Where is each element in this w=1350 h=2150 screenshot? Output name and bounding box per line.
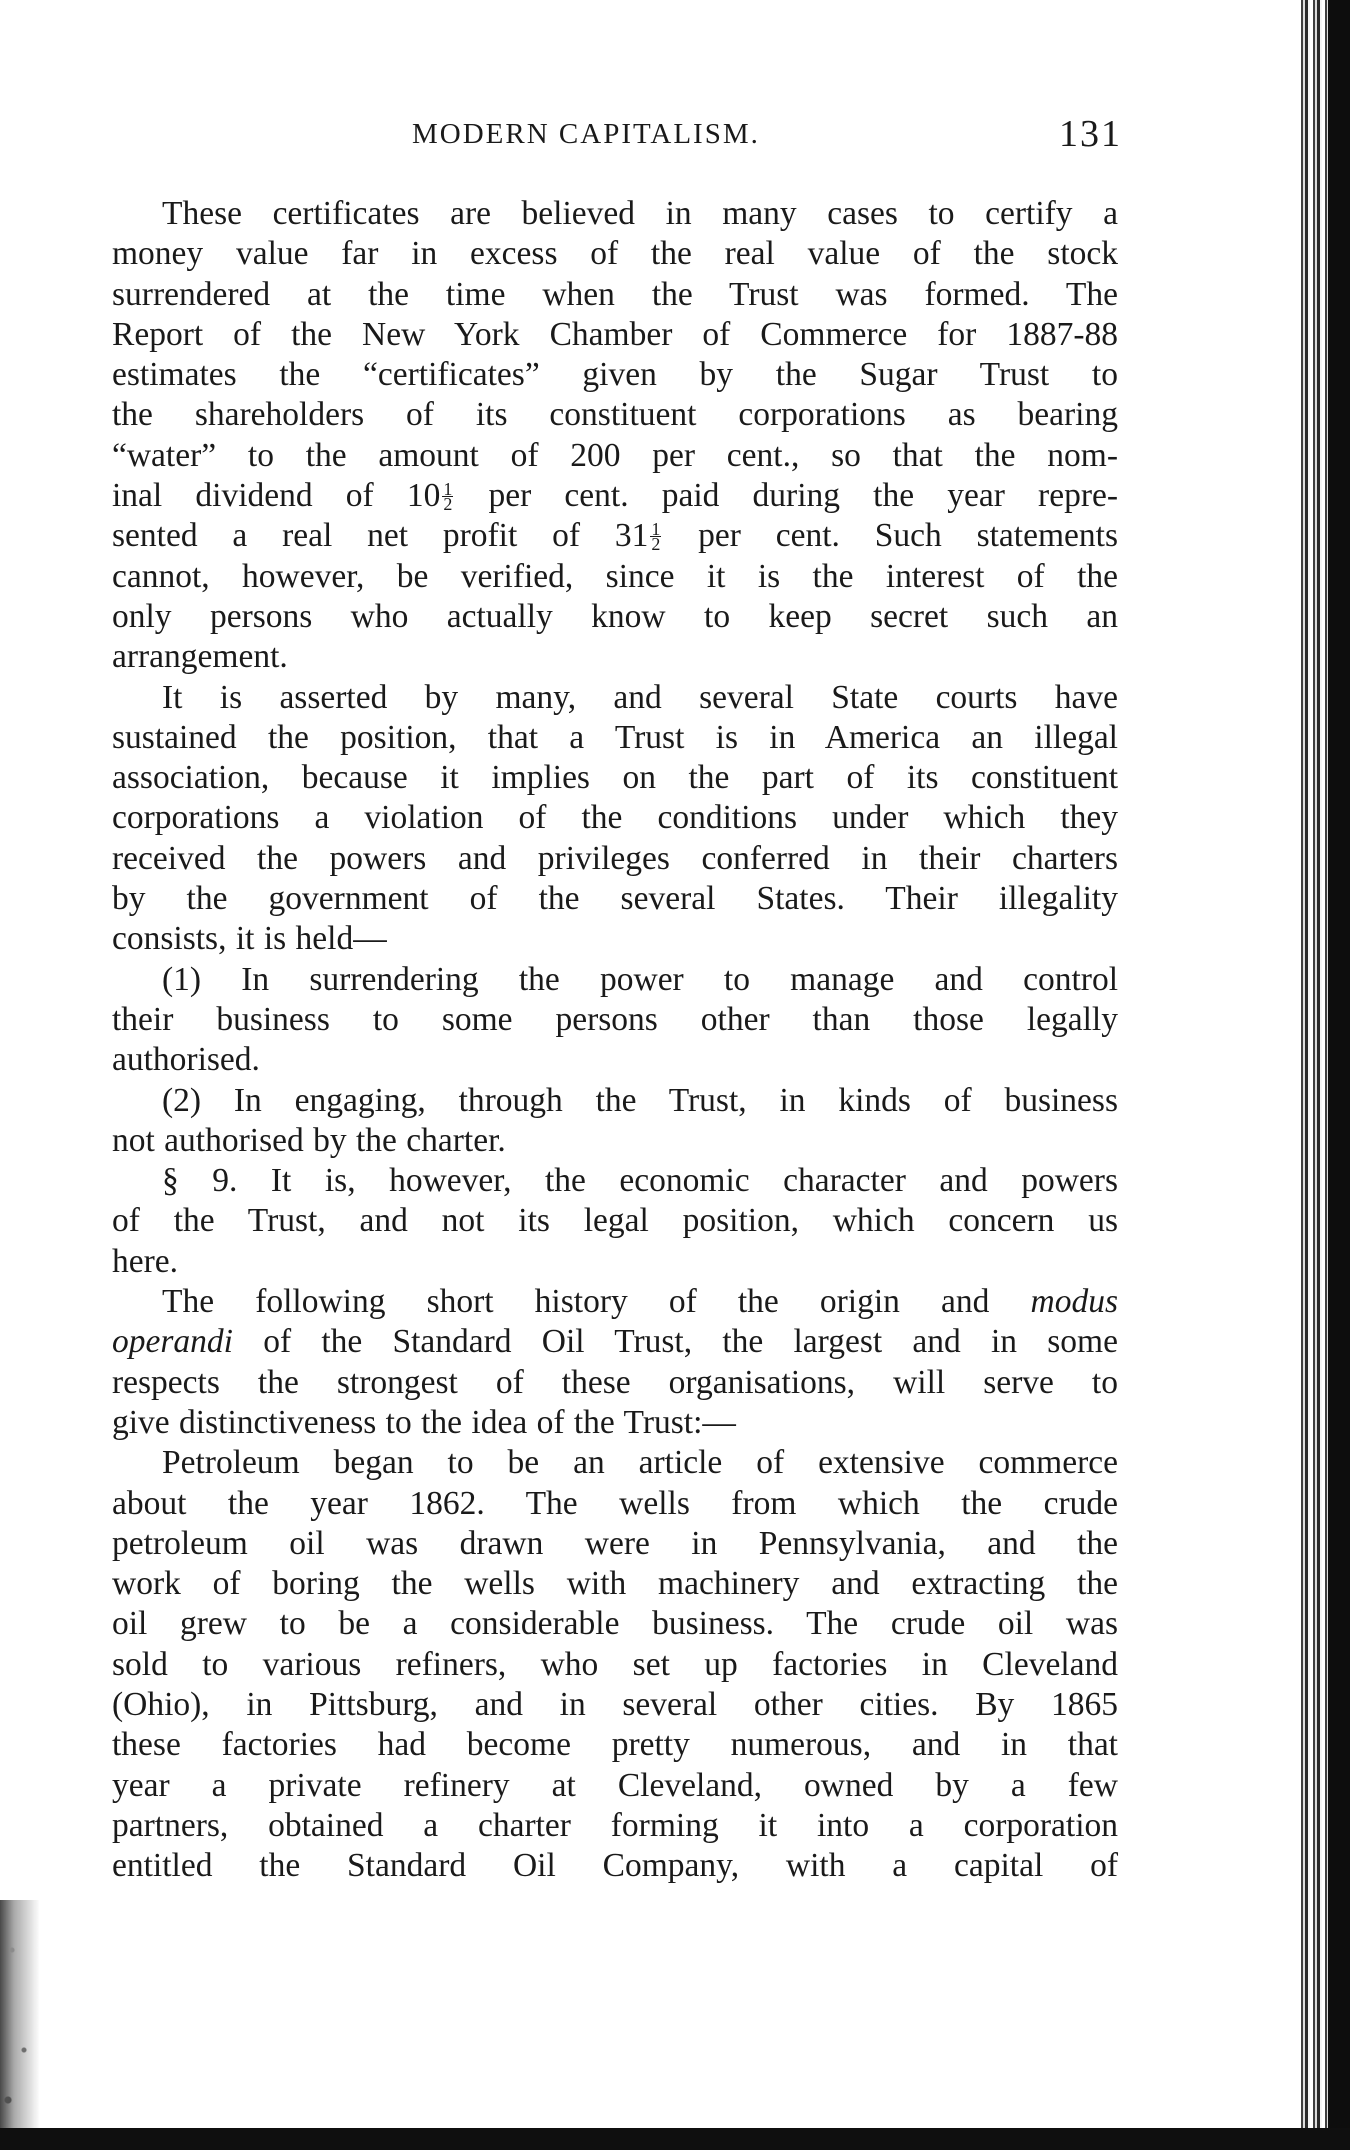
text-line: received the powers and privileges conferred in their charters — [112, 839, 1118, 877]
text-segment: inal dividend of 10 — [112, 477, 441, 515]
text-line — [112, 1282, 1118, 1322]
paragraph-certificates — [112, 194, 1118, 678]
text-line: consists, it is held— — [112, 920, 387, 958]
text-line: entitled the Standard Oil Company, with a capital of — [112, 1847, 1118, 1885]
text-line: money value far in excess of the real value of the stock — [112, 235, 1118, 273]
fraction-denominator: 2 — [443, 494, 453, 515]
text-line — [112, 516, 1118, 556]
text-line: (Ohio), in Pittsburg, and in several other cities. By 1865 — [112, 1685, 1118, 1723]
text-line — [112, 1322, 1118, 1362]
running-head: MODERN CAPITALISM. — [412, 118, 760, 150]
paragraph-point-one — [112, 960, 1118, 1081]
text-line: give distinctiveness to the idea of the Trust:— — [112, 1403, 736, 1441]
italic-term: operandi — [112, 1323, 233, 1361]
text-line: oil grew to be a considerable business. The crude oil was — [112, 1605, 1118, 1643]
page-header — [112, 112, 1122, 162]
text-line: petroleum oil was drawn were in Pennsylvania, and the — [112, 1524, 1118, 1562]
text-line: authorised. — [112, 1041, 260, 1079]
fraction-numerator: 1 — [443, 479, 453, 500]
page-number: 131 — [1059, 113, 1122, 155]
text-segment: per cent. paid during the year repre- — [455, 477, 1118, 515]
text-segment: of the Standard Oil Trust, the largest and in some — [232, 1323, 1118, 1361]
text-line: § 9. It is, however, the economic character and powers — [162, 1162, 1118, 1200]
text-line: the shareholders of its constituent corporations as bearing — [112, 396, 1118, 434]
body-text — [112, 194, 1118, 1886]
text-line: surrendered at the time when the Trust was formed. The — [112, 275, 1118, 313]
text-line: cannot, however, be verified, since it is the interest of the — [112, 557, 1118, 595]
text-line: of the Trust, and not its legal position, which concern us — [112, 1202, 1118, 1240]
text-line: sold to various refiners, who set up factories in Cleveland — [112, 1645, 1118, 1683]
text-line: respects the strongest of these organisations, will serve to — [112, 1363, 1118, 1401]
text-line: their business to some persons other than those legally — [112, 1000, 1118, 1038]
scan-gutter-shadow — [0, 1900, 40, 2150]
text-line: (2) In engaging, through the Trust, in kinds of business — [162, 1081, 1118, 1119]
paragraph-point-two — [112, 1081, 1118, 1162]
text-segment: per cent. Such statements — [663, 517, 1118, 555]
text-line: Petroleum began to be an article of extensive commerce — [162, 1444, 1118, 1482]
text-segment: The following short history of the origin and — [162, 1283, 1031, 1321]
text-line: only persons who actually know to keep secret such an — [112, 597, 1118, 635]
scan-bottom-edge — [0, 2128, 1350, 2150]
text-line: here. — [112, 1242, 179, 1280]
paragraph-illegality — [112, 678, 1118, 960]
italic-term: modus — [1030, 1283, 1118, 1321]
text-line: These certificates are believed in many cases to certify a — [162, 195, 1118, 232]
text-line: arrangement. — [112, 638, 288, 676]
paragraph-section-nine — [112, 1161, 1118, 1282]
text-line: about the year 1862. The wells from which the crude — [112, 1484, 1118, 1522]
fraction-denominator: 2 — [651, 534, 661, 555]
text-line: work of boring the wells with machinery and extracting the — [112, 1565, 1118, 1603]
text-line: estimates the “certificates” given by the Sugar Trust to — [112, 356, 1118, 394]
text-line: by the government of the several States. Their illegality — [112, 880, 1118, 918]
text-line: Report of the New York Chamber of Commerce for 1887-88 — [112, 315, 1118, 353]
text-line: partners, obtained a charter forming it into a corporation — [112, 1806, 1118, 1844]
fraction-one-half — [442, 479, 453, 515]
fraction-one-half — [650, 519, 661, 555]
text-line: these factories had become pretty numerous, and in that — [112, 1726, 1118, 1764]
text-line: year a private refinery at Cleveland, owned by a few — [112, 1766, 1118, 1804]
paragraph-standard-oil-intro — [112, 1282, 1118, 1443]
text-segment: sented a real net profit of 31 — [112, 517, 649, 555]
text-line: association, because it implies on the part of its constituent — [112, 759, 1118, 797]
paragraph-petroleum — [112, 1443, 1118, 1886]
text-line: It is asserted by many, and several State courts have — [162, 678, 1118, 716]
text-line: “water” to the amount of 200 per cent., so that the nom- — [112, 436, 1118, 474]
fraction-numerator: 1 — [651, 519, 661, 540]
text-line: corporations a violation of the conditions under which they — [112, 799, 1118, 837]
text-line: (1) In surrendering the power to manage and control — [162, 960, 1118, 998]
text-line: sustained the position, that a Trust is in America an illegal — [112, 718, 1118, 756]
text-line — [112, 476, 1118, 516]
text-line: not authorised by the charter. — [112, 1121, 506, 1159]
scan-binding-shadow — [1328, 0, 1350, 2150]
